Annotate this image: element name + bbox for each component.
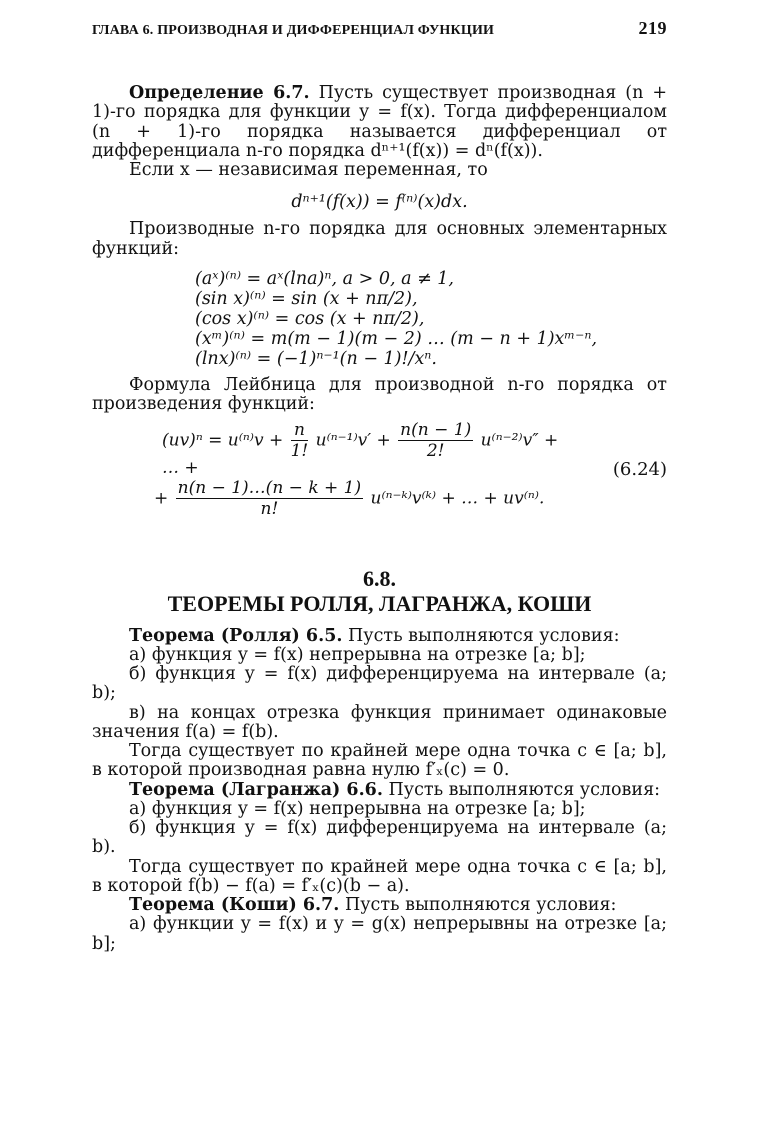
fraction-denominator: 1! [290,441,309,461]
fraction-denominator: n! [260,499,279,519]
cauchy-theorem [92,896,667,915]
cauchy-label: Теорема (Коши) 6.7. [129,895,340,916]
fraction-n-n-minus-1-over-2 [398,422,473,460]
lagrange-condition-a: а) функция y = f(x) непрерывна на отрезке [a; b]; [129,798,586,819]
rolle-conclusion: Тогда существует по крайней мере одна точка c ∈ [a; b], в которой производная равна нулю f′ₓ(c) = 0. [92,741,667,781]
definition-label: Определение 6.7. [129,83,310,103]
page-number: 219 [638,18,667,38]
section-heading [92,566,667,617]
leibniz-lhs: (uv)ⁿ = u⁽ⁿ⁾v + [162,430,284,451]
definition-paragraph [92,84,667,161]
fraction-numerator: n(n − 1)…(n − k + 1) [177,478,362,498]
lagrange-label: Теорема (Лагранжа) 6.6. [129,779,383,800]
leibniz-term-2: u⁽ⁿ⁻²⁾v″ + … + [162,430,559,478]
fraction-general-term [176,480,363,518]
cauchy-condition-a: а) функции y = f(x) и y = g(x) непрерывны на отрезке [a; b]; [92,914,667,954]
formula-cosine: (cos x)⁽ⁿ⁾ = cos (x + nπ/2), [195,309,425,330]
section-title: ТЕОРЕМЫ РОЛЛЯ, ЛАГРАНЖА, КОШИ [167,591,592,617]
leibniz-intro: Формула Лейбница для производной n-го порядка от произведения функций: [92,374,667,414]
leibniz-term-3: u⁽ⁿ⁻ᵏ⁾v⁽ᵏ⁾ + … + uv⁽ⁿ⁾. [370,488,545,509]
rolle-condition-c: в) на концах отрезка функция принимает одинаковые значения f(a) = f(b). [92,702,667,742]
formula-differential: dⁿ⁺¹(f(x)) = f⁽ⁿ⁾(x)dx. [291,192,468,213]
formula-power: (xᵐ)⁽ⁿ⁾ = m(m − 1)(m − 2) … (m − n + 1)xᵐ⁻ⁿ, [195,329,598,350]
lagrange-conclusion: Тогда существует по крайней мере одна точка c ∈ [a; b], в которой f(b) − f(a) = f′ₓ(c)(b − a). [92,856,667,896]
lagrange-intro: Пусть выполняются условия: [388,779,661,800]
fraction-denominator: 2! [426,441,445,461]
lagrange-condition-b: б) функция y = f(x) дифференцируема на интервале (a; b). [92,818,667,858]
lagrange-theorem [92,781,667,800]
leibniz-plus: + [154,488,169,509]
fraction-n-over-1 [291,422,309,460]
independent-variable-text: Если x — независимая переменная, то [129,160,488,180]
fraction-numerator: n [291,422,309,441]
rolle-condition-a: а) функция y = f(x) непрерывна на отрезке [a; b]; [129,644,586,665]
rolle-label: Теорема (Ролля) 6.5. [129,625,343,646]
formula-logarithm: (lnx)⁽ⁿ⁾ = (−1)ⁿ⁻¹(n − 1)!/xⁿ. [195,349,437,370]
rolle-theorem [92,627,667,646]
leibniz-formula [92,420,667,538]
rolle-intro: Пусть выполняются условия: [348,625,620,646]
page-body [92,84,667,954]
formula-sine: (sin x)⁽ⁿ⁾ = sin (x + nπ/2), [195,289,418,309]
definition-text: Пусть существует производная (n + 1)-го порядка для функции y = f(x). Тогда дифференциалом (n + 1)-го порядка называется дифференциал от дифференциала n-го порядка dⁿ⁺¹(f(x)) = dⁿ(f(x)). [92,83,667,161]
leibniz-line-1 [162,422,567,477]
formula-exponential: (aˣ)⁽ⁿ⁾ = aˣ(lna)ⁿ, a > 0, a ≠ 1, [195,268,454,289]
page-header [92,18,667,39]
cauchy-intro: Пусть выполняются условия: [344,895,617,916]
leibniz-line-2 [154,480,567,518]
equation-number: (6.24) [612,459,667,480]
rolle-condition-b: б) функция y = f(x) дифференцируема на интервале (a; b); [92,664,667,704]
running-head: ГЛАВА 6. ПРОИЗВОДНАЯ И ДИФФЕРЕНЦИАЛ ФУНКЦИИ [92,23,495,38]
derivative-formulas [92,269,667,370]
section-number: 6.8. [363,566,396,591]
leibniz-term-1: u⁽ⁿ⁻¹⁾v′ + [315,430,391,451]
derivatives-intro: Производные n-го порядка для основных элементарных функций: [92,219,667,259]
fraction-numerator: n(n − 1) [400,420,472,440]
